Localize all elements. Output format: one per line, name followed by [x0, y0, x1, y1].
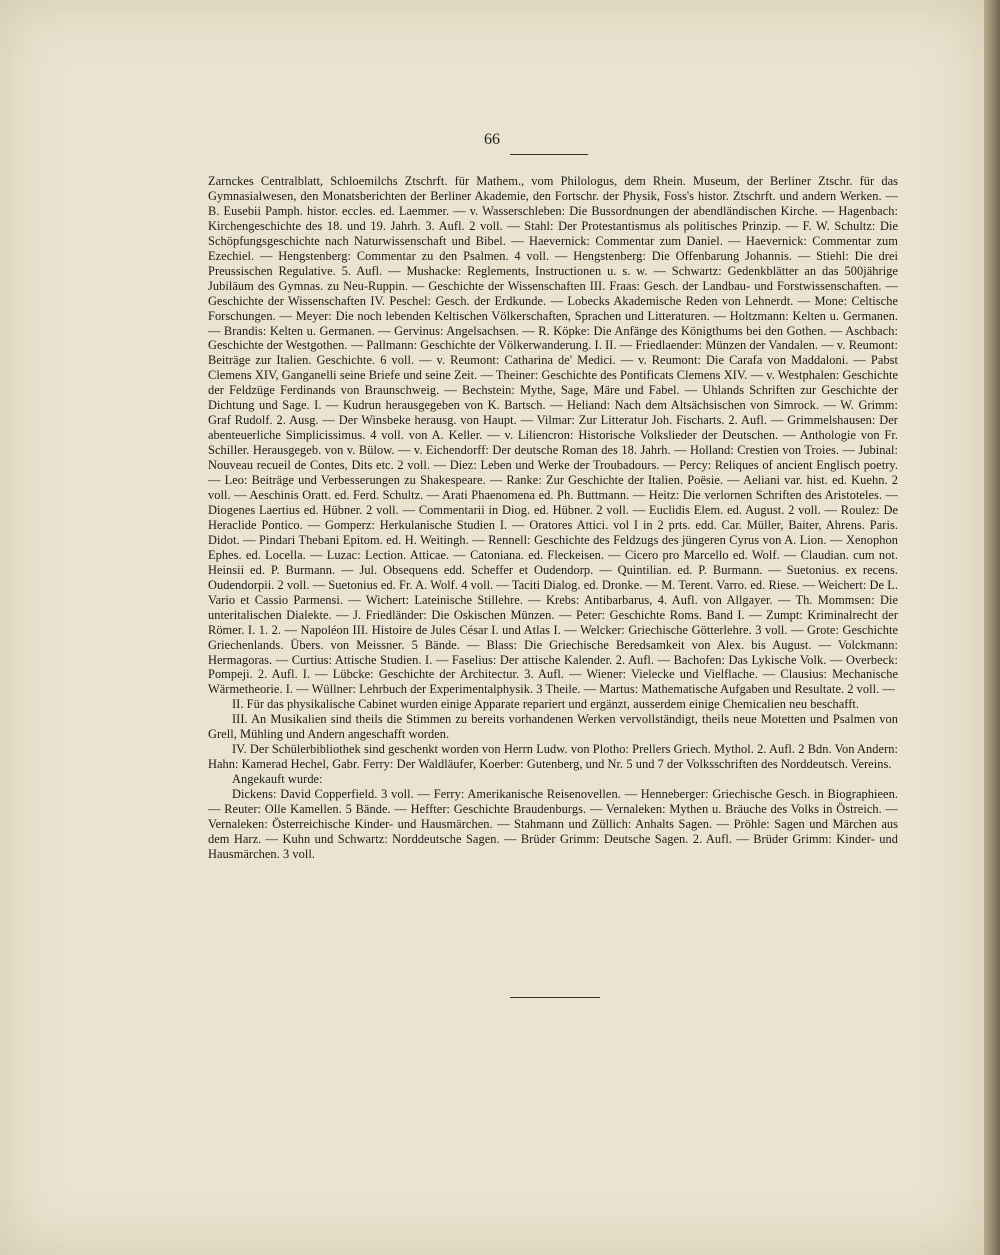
body-text: [208, 174, 898, 862]
paragraph-purchased-heading: Angekauft wurde:: [232, 772, 323, 787]
footer-rule: [510, 997, 600, 998]
book-spine-shadow: [984, 0, 1000, 1255]
paragraph-physics-cabinet: II. Für das physikalische Cabinet wurden einige Apparate repariert und ergänzt, ausserdem einige Chemicalien neu beschafft.: [232, 697, 860, 712]
paragraph-library-list: Zarnckes Centralblatt, Schloemilchs Ztschrft. für Mathem., vom Philologus, dem Rhein. Museum, der Berliner Ztschr. für das Gymnasialwesen, den Monatsberichten der Berliner Akademie, den Fortschr. der Physik, Foss's histor. Ztschrft. und andern Werken. — B. Eusebii Pamph. histor. eccles. ed. Laemmer. — v. Wasserschleben: Die Bussordnungen der abendländischen Kirche. — Hagenbach: Kirchengeschichte des 18. und 19. Jahrh. 3. Aufl. 2 voll. — Stahl: Der Protestantismus als politisches Prinzip. — F. W. Schultz: Die Schöpfungsgeschichte nach Naturwissenschaft und Bibel. — Haevernick: Commentar zum Daniel. — Haevernick: Commentar zum Ezechiel. — Hengstenberg: Commentar zu den Psalmen. 4 voll. — Hengstenberg: Die Offenbarung Johannis. — Stiehl: Die drei Preussischen Regulative. 5. Aufl. — Mushacke: Reglements, Instructionen u. s. w. — Schwartz: Gedenkblätter an das 500jährige Jubiläum des Gymnas. zu Neu-Ruppin. — Geschichte der Wissenschaften III. Fraas: Gesch. der Landbau- und Forstwissenschaften. — Geschichte der Wissenschaften IV. Peschel: Gesch. der Erdkunde. — Lobecks Akademische Reden von Lehnerdt. — Mone: Celtische Forschungen. — Meyer: Die noch lebenden Keltischen Völkerschaften, Sprachen und Litteraturen. — Holtzmann: Kelten u. Germanen. — Brandis: Kelten u. Germanen. — Gervinus: Angelsachsen. — R. Köpke: Die Anfänge des Königthums bei den Gothen. — Aschbach: Geschichte der Westgothen. — Pallmann: Geschichte der Völkerwanderung. I. II. — Friedlaender: Münzen der Vandalen. — v. Reumont: Beiträge zur Italien. Geschichte. 6 voll. — v. Reumont: Catharina de' Medici. — v. Reumont: Die Carafa von Maddaloni. — Pabst Clemens XIV, Ganganelli seine Briefe und seine Zeit. — Theiner: Geschichte des Pontificats Clemens XIV. — v. Westphalen: Geschichte der Feldzüge Ferdinands von Braunschweig. — Bechstein: Mythe, Sage, Märe und Fabel. — Uhlands Schriften zur Geschichte der Dichtung und Sage. I. — Kudrun herausgegeben von K. Bartsch. — Heliand: Nach dem Altsächsischen von Simrock. — W. Grimm: Graf Rudolf. 2. Ausg. — Der Winsbeke herausg. von Haupt. — Vilmar: Zur Litteratur Joh. Fischarts. 2. Aufl. — Grimmelshausen: Der abenteuerliche Simplicissimus. 4 voll. von A. Keller. — v. Liliencron: Historische Volkslieder der Deutschen. — Anthologie von Fr. Schiller. Herausgegeb. von v. Bülow. — v. Eichendorff: Der deutsche Roman des 18. Jahrh. — Holland: Crestien von Troies. — Jubinal: Nouveau recueil de Contes, Dits etc. 2 voll. — Diez: Leben und Werke der Troubadours. — Percy: Reliques of ancient Englisch poetry. — Leo: Beiträge und Verbesserungen zu Shakespeare. — Ranke: Zur Geschichte der Italien. Poësie. — Aeliani var. hist. ed. Kuehn. 2 voll. — Aeschinis Oratt. ed. Ferd. Schultz. — Arati Phaenomena ed. Ph. Buttmann. — Heitz: Die verlornen Schriften des Aristoteles. — Diogenes Laertius ed. Hübner. 2 voll. — Commentarii in Diog. ed. Hübner. 2 voll. — Euclidis Elem. ed. August. 2 voll. — Roulez: De Heraclide Pontico. — Gomperz: Herkulanische Studien I. — Oratores Attici. vol I in 2 prts. edd. Car. Müller, Baiter, Ahrens. Paris. Didot. — Pindari Thebani Epitom. ed. H. Weitingh. — Rennell: Geschichte des Feldzugs des jüngeren Cyrus von A. Lion. — Xenophon Ephes. ed. Locella. — Luzac: Lection. Atticae. — Catoniana. ed. Fleckeisen. — Cicero pro Marcello ed. Wolf. — Claudian. cum not. Heinsii ed. P. Burmann. — Jul. Obsequens edd. Scheffer et Oudendorp. — Quintilian. ed. P. Burmann. — Suetonius. ex recens. Oudendorpii. 2 voll. — Suetonius ed. Fr. A. Wolf. 4 voll. — Taciti Dialog. ed. Dronke. — M. Terent. Varro. ed. Riese. — Weichert: De L. Vario et Cassio Parmensi. — Wichert: Lateinische Stillehre. — Krebs: Antibarbarus, 4. Aufl. von Allgayer. — Th. Mommsen: Die unteritalischen Dialekte. — J. Friedländer: Die Oskischen Münzen. — Peter: Geschichte Roms. Band I. — Zumpt: Kriminalrecht der Römer. I. 1. 2. — Napoléon III. Histoire de Jules César I. und Atlas I. — Welcker: Griechische Götterlehre. 3 voll. — Grote: Geschichte Griechenlands. Übers. von Meissner. 5 Bände. — Blass: Die Griechische Beredsamkeit von Alex. bis August. — Volckmann: Hermagoras. — Curtius: Attische Studien. I. — Faselius: Der attische Kalender. 2. Aufl. — Bachofen: Das Lykische Volk. — Overbeck: Pompeji. 2. Aufl. I. — Lübcke: Geschichte der Architectur. 3. Aufl. — Wiener: Vielecke und Vielflache. — Clausius: Mechanische Wärmetheorie. I. — Wüllner: Lehrbuch der Experimentalphysik. 3 Theile. — Martus: Mathematische Aufgaben und Resultate. 2 voll. —: [208, 174, 898, 697]
paragraph-student-library: IV. Der Schülerbibliothek sind geschenkt worden von Herrn Ludw. von Plotho: Prellers Griech. Mythol. 2. Aufl. 2 Bdn. Von Andern: Hahn: Kamerad Hechel, Gabr. Ferry: Der Waldläufer, Koerber: Gutenberg, und Nr. 5 und 7 der Volksschriften des Norddeutsch. Vereins.: [208, 742, 898, 772]
paragraph-purchased-list: Dickens: David Copperfield. 3 voll. — Ferry: Amerikanische Reisenovellen. — Henneberger: Griechische Gesch. in Biographieen. — Reuter: Olle Kamellen. 5 Bände. — Heffter: Geschichte Braudenburgs. — Vernaleken: Mythen u. Bräuche des Volks in Östreich. — Vernaleken: Österreichische Kinder- und Hausmärchen. — Stahmann und Züllich: Anhalts Sagen. — Pröhle: Sagen und Märchen aus dem Harz. — Kuhn und Schwartz: Norddeutsche Sagen. — Brüder Grimm: Deutsche Sagen. 2. Aufl. — Brüder Grimm: Kinder- und Hausmärchen. 3 voll.: [208, 787, 898, 861]
header-rule: [510, 154, 588, 155]
paragraph-music: III. An Musikalien sind theils die Stimmen zu bereits vorhandenen Werken vervollständigt, theils neue Motetten und Psalmen von Grell, Mühling und Andern angeschafft worden.: [208, 712, 898, 742]
page-number: 66: [484, 131, 500, 148]
